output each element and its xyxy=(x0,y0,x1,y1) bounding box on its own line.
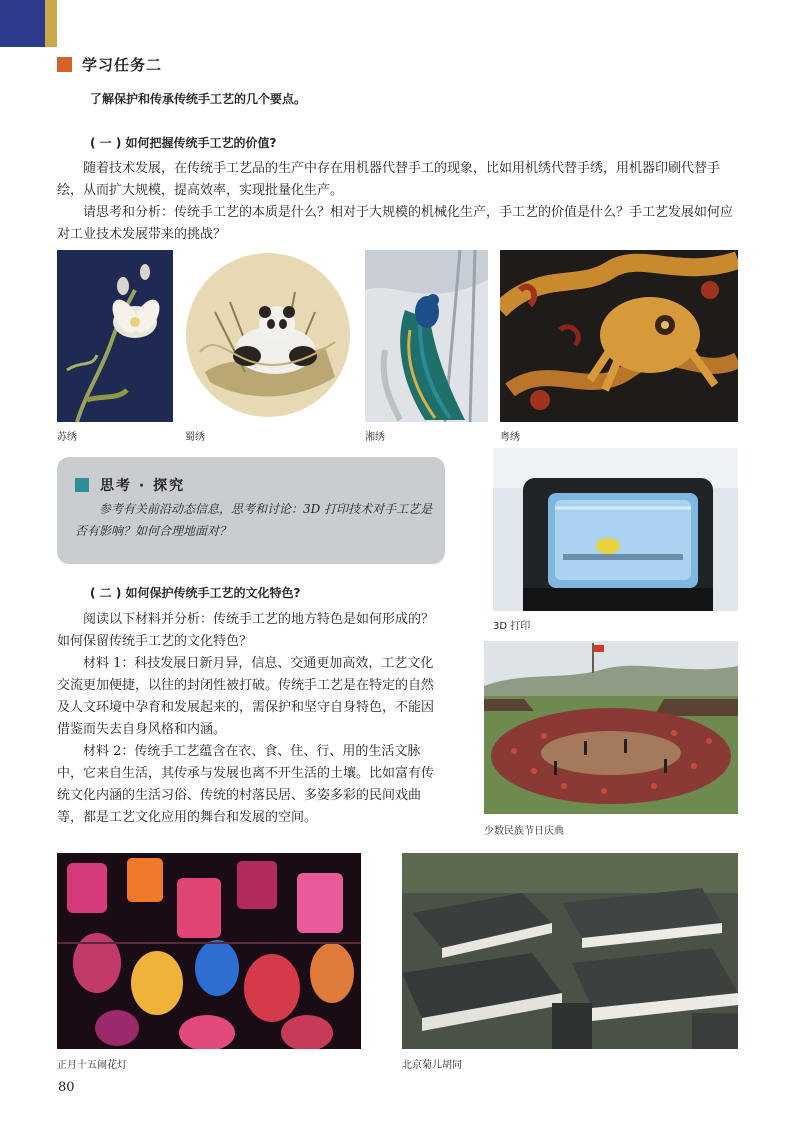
part1-paragraph-2: 请思考和分析：传统手工艺的本质是什么？相对于大规模的机械化生产，手工艺的价值是什么？手工艺发展如何应对工业技术发展带来的挑战？ xyxy=(57,205,734,242)
section-title: 学习任务二 xyxy=(82,56,163,74)
lantern-festival-photo xyxy=(57,853,361,1049)
ethnic-festival-caption: 少数民族节日庆典 xyxy=(484,826,564,837)
sichuan-embroidery-photo xyxy=(185,252,351,418)
think-explore-title: 思考 · 探究 xyxy=(100,478,186,494)
3d-printer-caption: 3D 打印 xyxy=(493,621,531,632)
part2-material-2: 材料 2：传统手工艺蕴含在衣、食、住、行、用的生活文脉中，它来自生活，其传承与发展也离不开生活的土壤。比如富有传统文化内涵的生活习俗、传统的村落民居、多姿多彩的民间戏曲等，都是工艺文化应用的舞台和发展的空间。 xyxy=(57,744,435,825)
think-explore-text: 参考有关前沿动态信息，思考和讨论：3D 打印技术对手工艺是否有影响？如何合理地面对？ xyxy=(75,502,433,538)
part1-paragraph-1: 随着技术发展，在传统手工艺品的生产中存在用机器代替手工的现象，比如用机绣代替手绣，用机器印刷代替手绘，从而扩大规模，提高效率，实现批量化生产。 xyxy=(57,161,721,198)
think-explore-marker-icon xyxy=(75,478,89,492)
guangdong-embroidery-caption: 粤绣 xyxy=(500,432,520,443)
hunan-embroidery-photo xyxy=(365,250,488,422)
ju-er-hutong-photo xyxy=(402,853,738,1049)
page-number: 80 xyxy=(58,1080,75,1095)
ju-er-hutong-caption: 北京菊儿胡同 xyxy=(402,1060,462,1071)
part2-paragraph-1: 阅读以下材料并分析：传统手工艺的地方特色是如何形成的？如何保留传统手工艺的文化特色？ xyxy=(57,612,435,649)
hunan-embroidery-caption: 湘绣 xyxy=(365,432,385,443)
section-subtitle: 了解保护和传承传统手工艺的几个要点。 xyxy=(90,92,307,106)
ethnic-festival-photo xyxy=(484,641,738,814)
3d-printer-photo xyxy=(493,448,738,611)
part1-title: ( 一 ) 如何把握传统手工艺的价值? xyxy=(90,136,277,150)
suzhou-embroidery-caption: 苏绣 xyxy=(57,432,77,443)
lantern-festival-caption: 正月十五闹花灯 xyxy=(57,1060,127,1071)
section-marker-icon xyxy=(57,57,72,72)
sichuan-embroidery-caption: 蜀绣 xyxy=(185,432,205,443)
part2-material-1: 材料 1：科技发展日新月异，信息、交通更加高效，工艺文化交流更加便捷，以往的封闭性被打破。传统手工艺是在特定的自然及人文环境中孕育和发展起来的，需保护和坚守自身特色，不能因借鉴而失去自身风格和内涵。 xyxy=(57,656,435,737)
corner-decoration-gold xyxy=(45,0,57,47)
corner-decoration-blue xyxy=(0,0,45,47)
part2-title: ( 二 ) 如何保护传统手工艺的文化特色? xyxy=(90,586,301,600)
guangdong-embroidery-photo xyxy=(500,250,738,422)
suzhou-embroidery-photo xyxy=(57,250,173,422)
